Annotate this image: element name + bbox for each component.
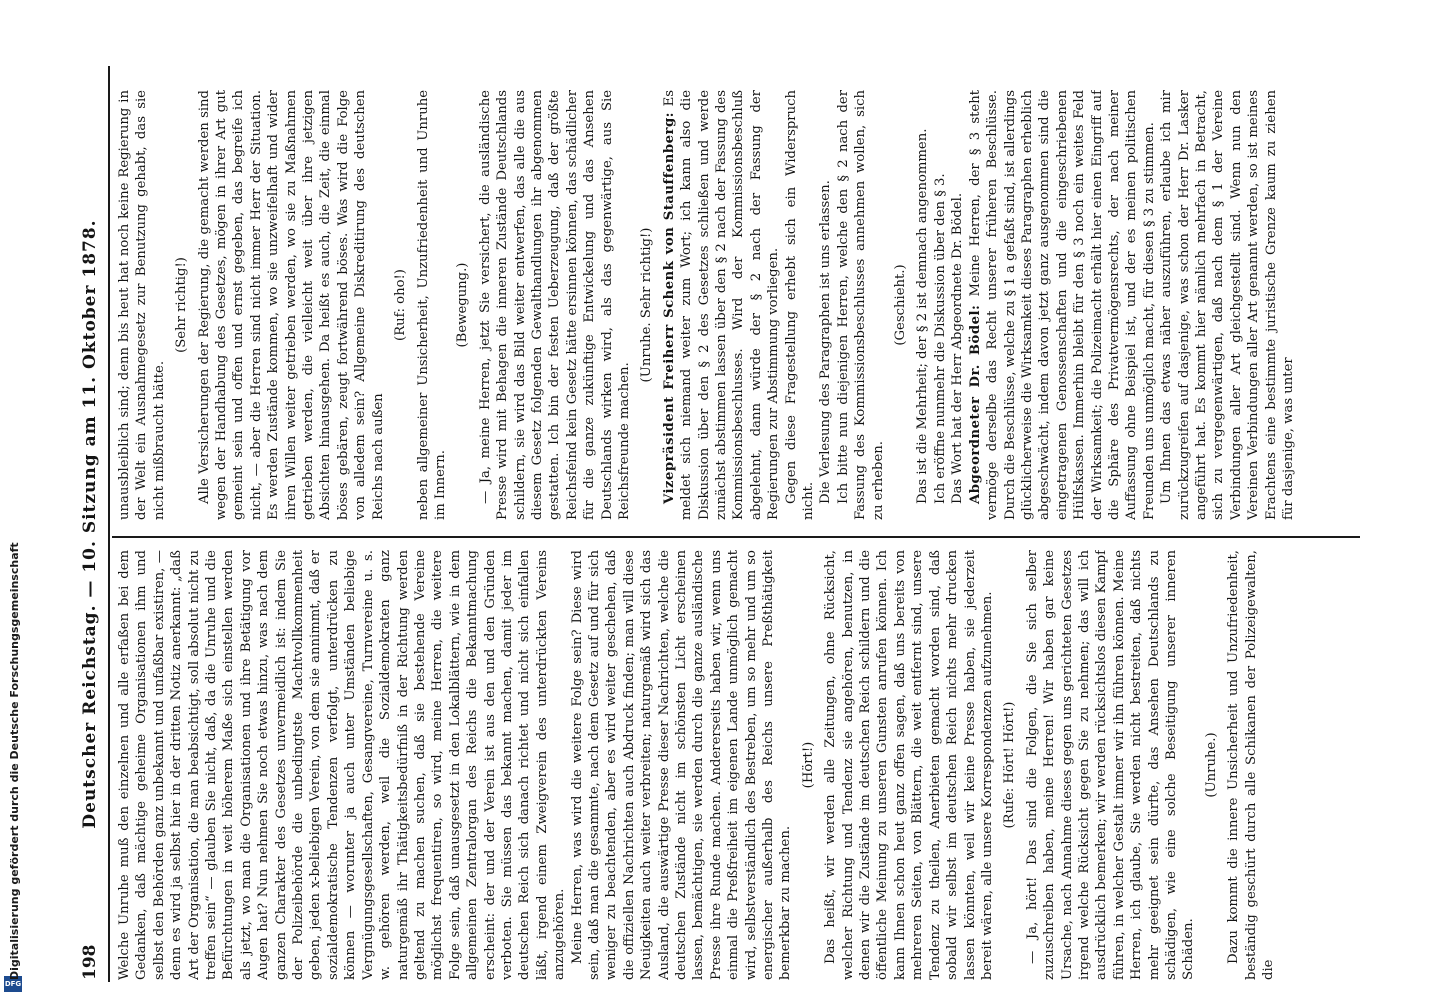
interjection: (Sehr richtig!) — [174, 257, 190, 353]
paragraph: Gegen diese Fragestellung erhebt sich ein Widerspruch nicht. — [783, 90, 817, 520]
paragraph: Das heißt, wir werden alle Zeitungen, ohne Rücksicht, welcher Richtung und Tendenz sie angehören, benutzen, in denen wir die Zustände im deutschen Reich schildern und die öffentliche Meinung zu unseren Gunsten anrufen können. Ich kann Ihnen schon heut ganz offen sagen, daß uns bereits von mehreren Seiten, von Blättern, die weit entfernt sind, unsere Tendenz zu theilen, Anerbieten gemacht worden sind, daß sobald wir selbst im deutschen Reich nichts mehr drucken lassen könnten, weil wir keine Presse haben, sie jederzeit bereit wären, alle unsere Korrespondenzen aufzunehmen. — [823, 550, 995, 980]
interjection: (Unruhe. Sehr richtig!) — [639, 227, 655, 383]
page-number: 198 — [80, 944, 100, 980]
paragraph: Welche Unruhe muß den einzelnen und alle erfaßen bei dem Gedanken, daß mächtige geheime Organisationen ihm und selbst den Behörden ganz unbekannt und unfaßbar existiren, — denn es wird ja selbst hier in der dritten Notiz anerkannt: „daß Art der Organisation, die man beabsichtigt, soll absolut nicht zu treffen sein“ — glauben Sie nicht, daß, da die Unruhe und die Befürchtungen in weit höherem Maße sich einstellen werden als jetzt, wo man die Organisationen und ihre Betätigung vor Augen hat? Nun nehmen Sie noch etwas hinzu, was nach dem ganzen Charakter des Gesetzes unvermeidlich ist: indem Sie der Polizeibehörde die unbedingtste Machtvollkommenheit geben, jeden x-beliebigen Verein, von dem sie annimmt, daß er sozialdemokratische Tendenzen verfolgt, unterdrücken zu können — worunter ja auch unter Umständen beliebige Vergnügungsgesellschaften, Gesangvereine, Turnvereine u. s. w. gehören werden, weil die Sozialdemokraten ganz naturgemäß ihr Thätigkeitsbedürfniß in der Richtung werden geltend zu machen suchen, daß sie bestehende Vereine möglichst frequentiren, so wird, meine Herren, die weitere Folge sein, daß unausgesetzt in den Lokalblättern, wie in dem allgemeinen Zentralorgan des Reichs die Bekanntmachung erscheint: der und der Verein ist aus den und den Gründen verboten. Sie müssen das bekannt machen, damit jeder im deutschen Reich sich danach richtet und nicht sich einfallen läßt, irgend einem Zweigverein des unterdrückten Vereins anzugehören. — [117, 550, 568, 980]
interjection: (Rufe: Hört! Hört!) — [1002, 701, 1018, 829]
header-rule — [108, 66, 110, 982]
paragraph: Alle Versicherungen der Regierung, die gemacht werden sind wegen der Handhabung des Gesetzes, mögen in ihrer Art gut gemeint sein und offen und ernst gegeben, das begreife ich nicht, — aber die Herren sind nicht immer Herr der Situation. Es werden Zustände kommen, wo sie unzweifelhaft und wider ihren Willen weiter getrieben werden, wo sie zu Maßnahmen getrieben werden, die vielleicht weit über ihre jetzigen Absichten hinausgehen. Da heißt es auch, die Zeit, die einmal böses gebären, zeugt fortwährend böses. Was wird die Folge von alledem sein? Allgemeine Diskreditirung des deutschen Reichs nach außen — [196, 90, 386, 520]
rotated-document — [50, 48, 1396, 1000]
page-header — [80, 68, 110, 980]
paragraph: Vizepräsident Freiherr Schenk von Stauffenberg: Es meldet sich niemand weiter zum Wort; ich kann also die Diskussion über den § 2 des Gesetzes schließen und werde zunächst abstimmen lassen über den § 2 nach der Fassung des Kommissionsbeschlusses. Wird der Kommissionsbeschluß abgelehnt, dann würde der § 2 nach der Fassung der Regierungen zur Abstimmung vorliegen. — [661, 90, 782, 520]
paragraph: Um Ihnen das etwas näher auszuführen, erlaube ich mir zurückzugreifen auf dasjenige, was schon der Herr Dr. Lasker angeführt hat. Es kommt hier nämlich mehrfach in Betracht, sich zu vergegenwärtigen, daß nach dem § 1 der Vereine Verbindungen aller Art gleichgestellt sind. Wenn nun den Vereinen Verbindungen aller Art genannt werden, so ist meines Erachtens eine bestimmte juristische Grenze kaum zu ziehen für dasjenige, was unter — [1159, 90, 1296, 520]
paragraph: unausbleiblich sind; denn bis heut hat noch keine Regierung in der Welt ein Ausnahmegesetz zur Benutzung gehabt, das sie nicht mißbraucht hätte. — [117, 90, 167, 520]
paragraph: Dazu kommt die innere Unsicherheit und Unzufriedenheit, beständig geschürt durch alle Schikanen der Polizeigewalten, die — [1226, 550, 1276, 980]
dfg-logo-icon: DFG — [4, 976, 22, 992]
page-title: Deutscher Reichstag. — 10. Sitzung am 11. Oktober 1878. — [80, 219, 100, 829]
paragraph: Das ist die Mehrheit; der § 2 ist demnach angenommen. — [915, 128, 931, 504]
paragraph: Die Verlesung des Paragraphen ist uns erlassen. — [818, 180, 834, 504]
interjection: (Unruhe.) — [1203, 732, 1219, 798]
right-column — [116, 90, 1356, 520]
paragraph: — Ja, meine Herren, jetzt Sie versichert, die ausländische Presse wird mit Behagen die inneren Zustände Deutschlands schildern, sie wird das Bild weiter entwerfen, das alle die aus diesem Gesetz folgenden Gewalthandlungen ihr abgenommen gestatten. Ich bin der festen Ueberzeugung, daß der größte Reichsfeind kein Gesetz hätte ersinnen können, das schädlicher für die ganze zukünftige Entwickelung und das Ansehen Deutschlands wirken wird, als das gegenwärtige, aus Sie Reichsfreunde machen. — [477, 90, 632, 520]
paragraph: — Ja, hört! Das sind die Folgen, die Sie sich selber zuzuschreiben haben, meine Herren! Wir haben gar keine Ursache, nach Annahme dieses gegen uns gerichteten Gesetzes irgend welche Rücksicht gegen Sie zu nehmen; das will ich ausdrücklich bemerken; wir werden rücksichtslos diesen Kampf führen, in welcher Gestalt immer wir ihn führen können. Meine Herren, ich glaube, Sie werden nicht bestreiten, daß nichts mehr geeignet sein dürfte, das Ansehen Deutschlands zu schädigen, wie eine solche Beseitigung unserer inneren Schäden. — [1024, 550, 1197, 980]
paragraph: Abgeordneter Dr. Bödel: Meine Herren, der § 3 steht vermöge derselbe das Recht unserer früheren Beschlüsse. Durch die Beschlüsse, welche zu § 1 a gefaßt sind, ist allerdings glücklicherweise die Wirksamkeit dieses Paragraphen erheblich abgeschwächt, indem davon jetzt ganz ausgenommen sind die eingetragenen Genossenschaften und die eingeschriebenen Hülfskassen. Immerhin bleibt für den § 3 noch ein weites Feld der Wirksamkeit; die Polizeimacht erhält hier einen Eingriff auf die Sphäre des Privatvermögensrechts, der nach meiner Auffassung ohne Beispiel ist, und der es meinen politischen Freunden uns unmöglich macht, für diesen § 3 zu stimmen. — [967, 90, 1157, 520]
paragraph: Meine Herren, was wird die weitere Folge sein? Diese wird sein, daß man die gesammte, nach dem Gesetz auf und für sich weniger zu beachtenden, aber es wird weiter geschehen, daß die offiziellen Nachrichten auch Abdruck finden; man will diese Neuigkeiten auch weiter verbreiten; naturgemäß wird sich das Ausland, die auswärtige Presse dieser Nachrichten, welche die deutschen Zustände nicht im schönsten Licht erscheinen lassen, bemächtigen, sie werden durch die ganze ausländische Presse ihre Runde machen. Andererseits haben wir, wenn uns einmal die Preßfreiheit im eigenen Lande unmöglich gemacht wird, selbstverständlich des Bestreben, um so mehr und um so energischer außerhalb des Reichs unsere Preßthätigkeit bemerkbar zu machen. — [569, 550, 794, 980]
digitization-credit — [0, 0, 40, 1000]
interjection: (Bewegung.) — [455, 262, 471, 348]
paragraph: neben allgemeiner Unsicherheit, Unzufriedenheit und Unruhe im Innern. — [415, 90, 448, 520]
interjection: (Hört!) — [800, 741, 816, 789]
interjection: (Ruf: oho!) — [393, 269, 409, 341]
column-divider — [112, 536, 1360, 538]
left-column — [116, 550, 1356, 980]
interjection: (Geschieht.) — [893, 264, 909, 346]
paragraph: Das Wort hat der Herr Abgeordnete Dr. Bödel. — [950, 192, 966, 504]
credit-text: Digitalisierung gefördert durch die Deutsche Forschungsgemeinschaft — [8, 542, 21, 980]
paragraph: Ich eröffne nunmehr die Diskussion über den § 3. — [932, 173, 948, 504]
paragraph: Ich bitte nun diejenigen Herren, welche den § 2 nach der Fassung des Kommissionsbeschlusses annehmen wollen, sich zu erheben. — [835, 90, 886, 520]
